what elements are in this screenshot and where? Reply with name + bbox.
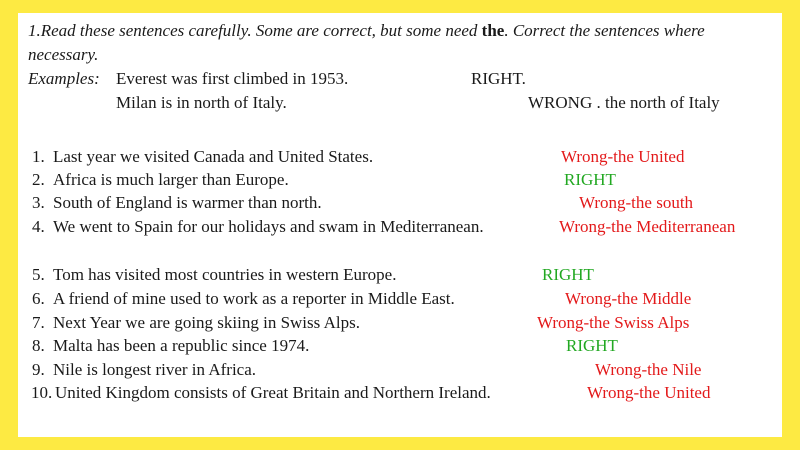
list-item bbox=[18, 192, 782, 214]
list-item bbox=[18, 216, 782, 238]
example-row-1 bbox=[28, 67, 773, 91]
item-number: 6. bbox=[32, 289, 45, 308]
list-item bbox=[18, 335, 782, 357]
item-number: 3. bbox=[32, 193, 45, 212]
list-item bbox=[18, 146, 782, 168]
item-number: 7. bbox=[32, 313, 45, 332]
list-item bbox=[18, 264, 782, 286]
list-item bbox=[18, 169, 782, 191]
item-answer: RIGHT bbox=[564, 170, 616, 189]
example-answer: RIGHT. bbox=[471, 69, 526, 88]
item-number: 10. bbox=[31, 383, 53, 402]
item-answer: RIGHT bbox=[566, 336, 618, 355]
item-sentence: Next Year we are going skiing in Swiss Alps. bbox=[53, 313, 360, 332]
item-sentence: South of England is warmer than north. bbox=[53, 193, 322, 212]
item-answer: RIGHT bbox=[542, 265, 594, 284]
example-answer: WRONG . the north of Italy bbox=[528, 93, 720, 112]
item-sentence: A friend of mine used to work as a reporter in Middle East. bbox=[53, 289, 455, 308]
instruction-keyword: the bbox=[481, 21, 505, 40]
list-item bbox=[18, 359, 782, 381]
item-answer: Wrong-the Nile bbox=[595, 360, 702, 379]
item-sentence: Last year we visited Canada and United States. bbox=[53, 147, 374, 166]
instruction-text bbox=[28, 19, 773, 67]
list-item bbox=[18, 312, 782, 334]
slide-card bbox=[18, 13, 782, 437]
example-row-2 bbox=[28, 91, 773, 115]
item-sentence: Malta has been a republic since 1974. bbox=[53, 336, 310, 355]
instruction-part1: 1.Read these sentences carefully. Some are correct, but some need bbox=[28, 21, 482, 40]
list-item bbox=[18, 382, 782, 404]
item-number: 9. bbox=[32, 360, 45, 379]
item-sentence: Nile is longest river in Africa. bbox=[53, 360, 257, 379]
item-answer: Wrong-the United bbox=[587, 383, 711, 402]
list-item bbox=[18, 288, 782, 310]
item-answer: Wrong-the Mediterranean bbox=[559, 217, 736, 236]
item-number: 1. bbox=[32, 147, 45, 166]
item-sentence: United Kingdom consists of Great Britain and Northern Ireland. bbox=[55, 383, 491, 402]
instruction-block bbox=[28, 19, 773, 115]
item-answer: Wrong-the Middle bbox=[565, 289, 692, 308]
item-number: 8. bbox=[32, 336, 45, 355]
item-answer: Wrong-the Swiss Alps bbox=[537, 313, 690, 332]
item-sentence: Africa is much larger than Europe. bbox=[53, 170, 289, 189]
item-answer: Wrong-the United bbox=[561, 147, 685, 166]
item-number: 5. bbox=[32, 265, 45, 284]
example-sentence: Everest was first climbed in 1953. bbox=[116, 69, 349, 88]
item-sentence: We went to Spain for our holidays and swam in Mediterranean. bbox=[53, 217, 484, 236]
examples-label: Examples: bbox=[28, 69, 100, 88]
item-sentence: Tom has visited most countries in western Europe. bbox=[53, 265, 397, 284]
example-sentence: Milan is in north of Italy. bbox=[116, 93, 287, 112]
item-number: 4. bbox=[32, 217, 45, 236]
item-answer: Wrong-the south bbox=[579, 193, 694, 212]
item-number: 2. bbox=[32, 170, 45, 189]
instruction-part2: . Correct the sentences where necessary. bbox=[28, 21, 705, 64]
